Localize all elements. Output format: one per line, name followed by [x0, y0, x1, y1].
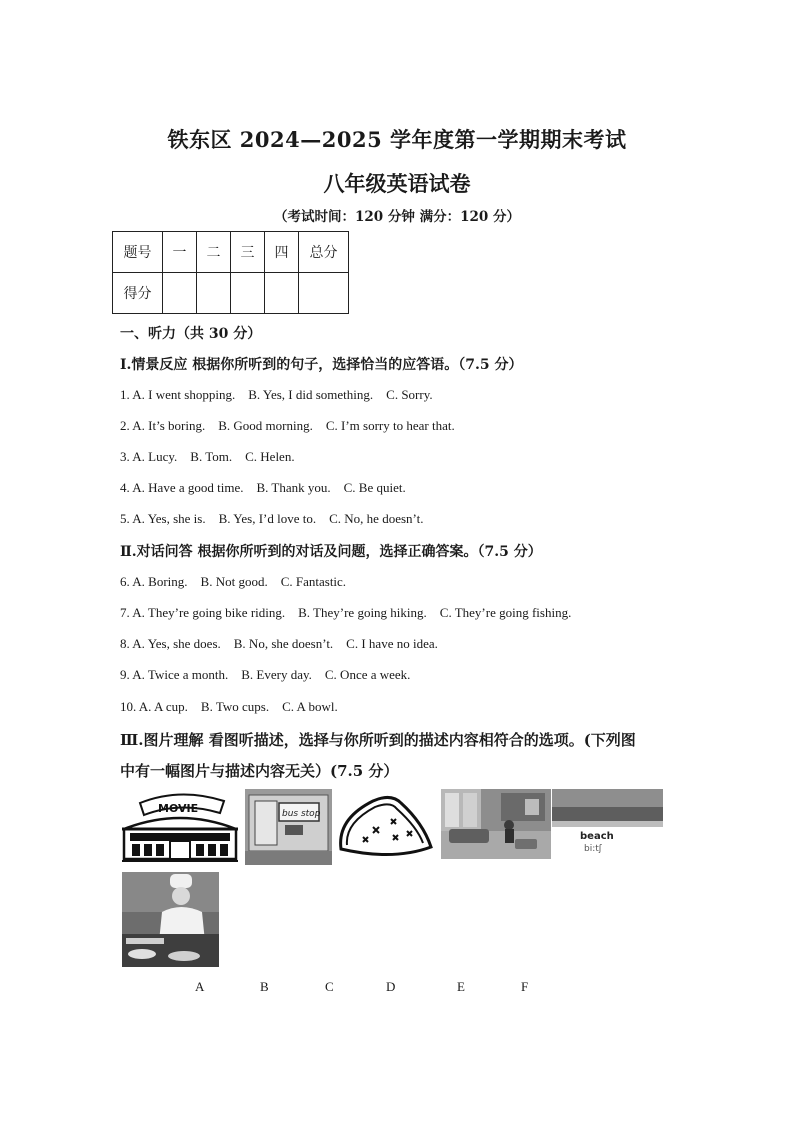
part2-heading: Ⅱ.对话问答 根据你所听到的对话及问题，选择正确答案。（7.5 分） [120, 544, 542, 560]
score-input-2 [197, 273, 231, 314]
score-table-header-row [113, 232, 349, 273]
score-cell-total: 总分 [299, 232, 349, 273]
movie-sign-text: MOVIE [158, 802, 199, 815]
picture-beach [552, 789, 663, 857]
question-9: 9. A. Twice a month. B. Every day. C. Once a week. [120, 667, 411, 682]
question-10: 10. A. A cup. B. Two cups. C. A bowl. [120, 699, 338, 714]
option-label-e: E [457, 979, 465, 994]
score-row-label: 得分 [113, 273, 163, 314]
part3-heading-line2: 中有一幅图片与描述内容无关）(7.5 分） [120, 762, 399, 780]
option-label-b: B [260, 979, 269, 994]
exam-title: 铁东区 2024—2025 学年度第一学期期末考试 [167, 127, 627, 152]
score-cell-section-1: 一 [163, 232, 197, 273]
exam-info: （考试时间：120 分钟 满分：120 分） [274, 209, 520, 225]
bus-stop-sign-text: bus stop [282, 809, 321, 819]
question-1: 1. A. I went shopping. B. Yes, I did something. C. Sorry. [120, 387, 433, 402]
picture-living-room [441, 789, 551, 859]
question-5: 5. A. Yes, she is. B. Yes, I’d love to. C. No, he doesn’t. [120, 511, 424, 526]
option-label-c: C [325, 979, 334, 994]
score-cell-section-2: 二 [197, 232, 231, 273]
score-table [112, 231, 349, 314]
option-label-a: A [195, 979, 205, 994]
score-input-total [299, 273, 349, 314]
question-2: 2. A. It’s boring. B. Good morning. C. I’m sorry to hear that. [120, 418, 455, 433]
question-3: 3. A. Lucy. B. Tom. C. Helen. [120, 449, 295, 464]
score-cell-section-4: 四 [265, 232, 299, 273]
score-cell-section-3: 三 [231, 232, 265, 273]
score-input-1 [163, 273, 197, 314]
beach-phonetic: bi:tʃ [584, 844, 602, 854]
beach-word: beach [580, 831, 614, 842]
picture-bus-stop [245, 789, 332, 865]
question-4: 4. A. Have a good time. B. Thank you. C. Be quiet. [120, 480, 406, 495]
option-label-d: D [386, 979, 396, 994]
part1-heading: Ⅰ.情景反应 根据你所听到的句子，选择恰当的应答语。（7.5 分） [120, 357, 523, 373]
picture-movie-theater [120, 789, 240, 865]
score-cell-label: 题号 [113, 232, 163, 273]
section-heading-listening: 一、听力（共 30 分） [120, 326, 262, 342]
picture-chef [122, 872, 219, 967]
question-8: 8. A. Yes, she does. B. No, she doesn’t. C. I have no idea. [120, 636, 438, 651]
part3-heading-line1: Ⅲ.图片理解 看图听描述，选择与你所听到的描述内容相符合的选项。(下列图 [120, 731, 636, 749]
score-input-3 [231, 273, 265, 314]
question-7: 7. A. They’re going bike riding. B. They’re going hiking. C. They’re going fishing. [120, 605, 572, 620]
option-label-f: F [521, 979, 529, 994]
picture-sandwich [333, 789, 436, 865]
exam-subtitle: 八年级英语试卷 [323, 171, 471, 196]
score-input-4 [265, 273, 299, 314]
score-table-score-row [113, 273, 349, 314]
question-6: 6. A. Boring. B. Not good. C. Fantastic. [120, 574, 347, 589]
